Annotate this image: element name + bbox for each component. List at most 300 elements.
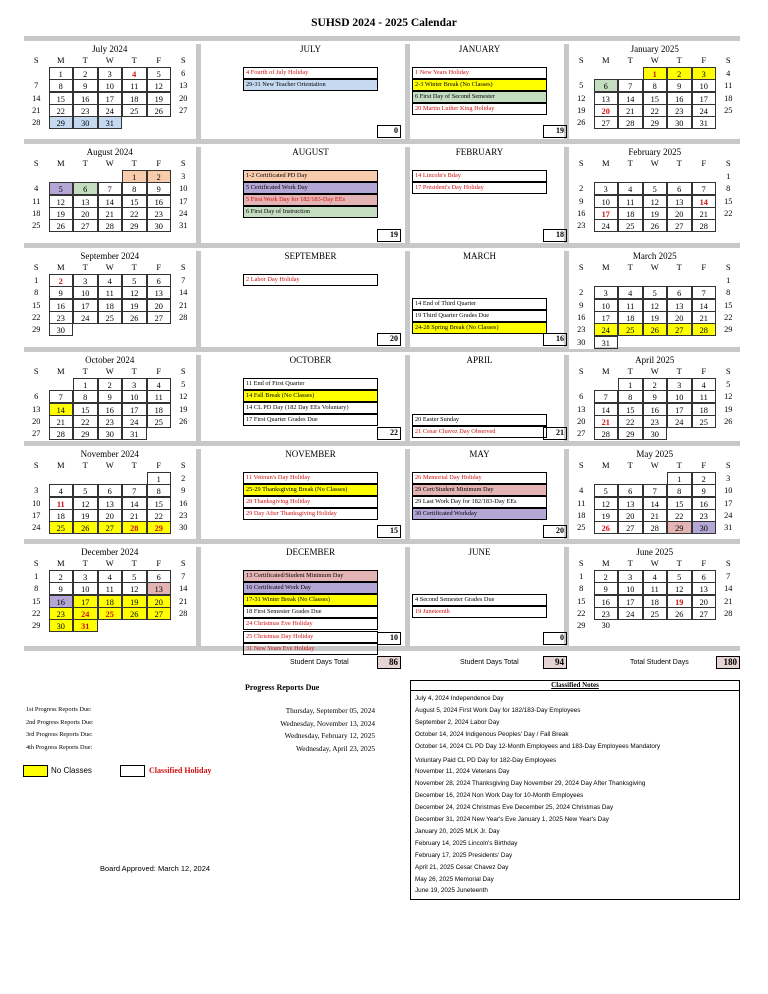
calendar-day-cell: 12: [171, 390, 196, 403]
day-of-week-label: M: [601, 55, 610, 65]
calendar-day-cell: 24: [122, 415, 147, 428]
section-bar: [24, 347, 740, 352]
calendar-day-cell: 5: [122, 274, 147, 287]
classified-note: August 5, 2024 First Work Day for 182/183-Day Employees: [415, 706, 581, 714]
calendar-day-cell: 21: [692, 207, 717, 220]
calendar-day-cell: 12: [643, 195, 668, 208]
mini-month-title: July 2024: [92, 44, 128, 54]
calendar-day-cell: 14: [24, 92, 49, 105]
calendar-day-cell: 16: [667, 92, 692, 105]
event-item: 13 Certificated/Student Minimum Day: [243, 570, 378, 582]
event-item: 4 Second Semester Grades Due: [412, 594, 547, 606]
calendar-day-cell: 23: [569, 219, 594, 232]
calendar-day-cell: 30: [171, 521, 196, 534]
calendar-day-cell: 19: [643, 207, 668, 220]
calendar-day-cell: 3: [171, 170, 196, 183]
classified-note: April 21, 2025 Cesar Chavez Day: [415, 863, 509, 871]
calendar-day-cell: 28: [171, 607, 196, 620]
calendar-day-cell: 29: [73, 427, 98, 440]
event-item: 26 Memorial Day Holiday: [412, 472, 547, 484]
day-of-week-label: T: [676, 158, 682, 168]
calendar-day-cell: 25: [618, 219, 643, 232]
calendar-day-cell: 28: [692, 219, 717, 232]
calendar-day-cell: 3: [716, 472, 741, 485]
calendar-day-cell: 13: [147, 582, 172, 595]
calendar-day-cell: 17: [618, 595, 643, 608]
mini-month-title: August 2024: [86, 147, 133, 157]
calendar-day-cell: 19: [643, 311, 668, 324]
calendar-day-cell: 11: [147, 390, 172, 403]
day-of-week-label: M: [56, 262, 65, 272]
mini-month-title: May 2025: [636, 449, 674, 459]
day-of-week-label: T: [676, 262, 682, 272]
day-of-week-label: F: [156, 558, 162, 568]
calendar-day-cell: 2: [667, 67, 692, 80]
page-title: SUHSD 2024 - 2025 Calendar: [311, 17, 457, 29]
calendar-day-cell: 1: [24, 274, 49, 287]
calendar-day-cell: 18: [643, 595, 668, 608]
event-month-heading: FEBRUARY: [455, 147, 504, 157]
calendar-day-cell: 26: [594, 521, 619, 534]
calendar-day-cell: 1: [643, 67, 668, 80]
calendar-day-cell: 26: [569, 116, 594, 129]
day-of-week-label: T: [131, 55, 137, 65]
mini-month-title: September 2024: [80, 251, 140, 261]
calendar-day-cell: 15: [667, 497, 692, 510]
event-item: 14 Fall Break (No Classes): [243, 390, 378, 402]
event-item: 25-29 Thanksgiving Break (No Classes): [243, 484, 378, 496]
classified-note: November 11, 2024 Veterans Day: [415, 768, 510, 776]
calendar-day-cell: 5: [716, 378, 741, 391]
calendar-day-cell: 2: [73, 67, 98, 80]
calendar-day-cell: 16: [171, 497, 196, 510]
day-of-week-label: W: [105, 262, 114, 272]
classified-note: February 14, 2025 Lincoln's Birthday: [415, 839, 518, 847]
calendar-day-cell: 2: [49, 570, 74, 583]
calendar-day-cell: 31: [171, 219, 196, 232]
calendar-day-cell: 22: [643, 104, 668, 117]
calendar-day-cell: 25: [716, 104, 741, 117]
day-of-week-label: S: [33, 558, 39, 568]
calendar-day-cell: 21: [594, 415, 619, 428]
event-item: 11 End of First Quarter: [243, 378, 378, 390]
day-of-week-label: T: [131, 366, 137, 376]
day-of-week-label: S: [578, 158, 584, 168]
student-days-count: 21: [543, 427, 567, 440]
calendar-day-cell: 20: [147, 595, 172, 608]
column-separator: [196, 44, 201, 139]
student-days-count: 19: [377, 229, 401, 242]
calendar-day-cell: 18: [24, 207, 49, 220]
calendar-day-cell: 22: [122, 207, 147, 220]
calendar-day-cell: 28: [618, 116, 643, 129]
calendar-day-cell: 1: [716, 170, 741, 183]
day-of-week-label: F: [701, 55, 707, 65]
calendar-day-cell: 11: [24, 195, 49, 208]
calendar-day-cell: 14: [692, 195, 717, 208]
calendar-day-cell: 17: [122, 403, 147, 416]
section-bar: [24, 243, 740, 248]
calendar-day-cell: 16: [594, 595, 619, 608]
calendar-day-cell: 6: [98, 484, 123, 497]
calendar-day-cell: 2: [98, 378, 123, 391]
calendar-day-cell: 14: [716, 582, 741, 595]
event-month-heading: MAY: [469, 449, 490, 459]
event-item: 24-28 Spring Break (No Classes): [412, 322, 547, 334]
calendar-day-cell: 20: [147, 299, 172, 312]
calendar-day-cell: 8: [716, 182, 741, 195]
calendar-day-cell: 27: [98, 521, 123, 534]
calendar-day-cell: 6: [594, 79, 619, 92]
column-separator: [405, 251, 410, 347]
calendar-day-cell: 18: [98, 299, 123, 312]
calendar-day-cell: 13: [667, 195, 692, 208]
calendar-day-cell: 14: [171, 582, 196, 595]
day-of-week-label: S: [33, 158, 39, 168]
calendar-day-cell: 2: [569, 182, 594, 195]
calendar-day-cell: 15: [49, 92, 74, 105]
calendar-day-cell: 11: [618, 299, 643, 312]
calendar-day-cell: 9: [49, 286, 74, 299]
day-of-week-label: S: [33, 366, 39, 376]
student-days-count: 0: [377, 125, 401, 138]
event-item: 2-3 Winter Break (No Classes): [412, 79, 547, 91]
calendar-day-cell: 8: [73, 390, 98, 403]
calendar-day-cell: 9: [569, 195, 594, 208]
calendar-day-cell: 24: [73, 311, 98, 324]
progress-date: Wednesday, April 23, 2025: [296, 743, 375, 753]
day-of-week-label: T: [82, 55, 88, 65]
event-month-heading: JULY: [299, 44, 322, 54]
section-bar: [24, 646, 740, 651]
calendar-day-cell: 21: [24, 104, 49, 117]
event-item: 4 Fourth of July Holiday: [243, 67, 378, 79]
calendar-day-cell: 19: [122, 299, 147, 312]
calendar-day-cell: 8: [147, 484, 172, 497]
calendar-day-cell: 13: [24, 403, 49, 416]
day-of-week-label: F: [156, 158, 162, 168]
calendar-day-cell: 23: [147, 207, 172, 220]
calendar-day-cell: 24: [667, 415, 692, 428]
calendar-day-cell: 7: [171, 570, 196, 583]
calendar-day-cell: 17: [98, 92, 123, 105]
event-month-heading: JANUARY: [458, 44, 501, 54]
calendar-day-cell: 7: [618, 79, 643, 92]
calendar-day-cell: 12: [643, 299, 668, 312]
calendar-day-cell: 31: [73, 619, 98, 632]
day-of-week-label: S: [725, 460, 731, 470]
calendar-day-cell: 11: [692, 390, 717, 403]
day-of-week-label: T: [131, 558, 137, 568]
day-of-week-label: T: [131, 158, 137, 168]
calendar-day-cell: 21: [98, 207, 123, 220]
calendar-day-cell: 15: [716, 299, 741, 312]
calendar-day-cell: 25: [98, 607, 123, 620]
day-of-week-label: M: [56, 366, 65, 376]
event-item: 19 Juneteenth: [412, 606, 547, 618]
calendar-day-cell: 6: [692, 570, 717, 583]
day-of-week-label: M: [601, 460, 610, 470]
calendar-day-cell: 10: [73, 582, 98, 595]
calendar-day-cell: 4: [24, 182, 49, 195]
calendar-day-cell: 5: [49, 182, 74, 195]
calendar-day-cell: 12: [594, 497, 619, 510]
calendar-day-cell: 29: [24, 619, 49, 632]
calendar-day-cell: 25: [49, 521, 74, 534]
calendar-day-cell: 13: [147, 286, 172, 299]
calendar-day-cell: 7: [692, 182, 717, 195]
calendar-day-cell: 25: [24, 219, 49, 232]
calendar-day-cell: 29: [716, 323, 741, 336]
classified-note: July 4, 2024 Independence Day: [415, 695, 504, 702]
column-separator: [405, 547, 410, 646]
progress-label: 4th Progress Reports Due:: [26, 743, 93, 751]
calendar-day-cell: 23: [73, 104, 98, 117]
calendar-day-cell: 2: [569, 286, 594, 299]
calendar-day-cell: 3: [692, 67, 717, 80]
calendar-day-cell: 16: [73, 92, 98, 105]
calendar-day-cell: 5: [171, 378, 196, 391]
day-of-week-label: T: [82, 558, 88, 568]
day-of-week-label: T: [627, 262, 633, 272]
day-of-week-label: T: [627, 460, 633, 470]
calendar-day-cell: 12: [73, 497, 98, 510]
calendar-day-cell: 20: [98, 509, 123, 522]
calendar-day-cell: 1: [24, 570, 49, 583]
event-item: 25 Christmas Day Holiday: [243, 631, 378, 643]
day-of-week-label: S: [725, 158, 731, 168]
calendar-day-cell: 30: [98, 427, 123, 440]
event-item: 1 New Years Holiday: [412, 67, 547, 79]
calendar-day-cell: 27: [594, 116, 619, 129]
day-of-week-label: S: [180, 366, 186, 376]
calendar-day-cell: 30: [73, 116, 98, 129]
calendar-day-cell: 23: [667, 104, 692, 117]
classified-note: February 17, 2025 Presidents' Day: [415, 851, 513, 859]
column-separator: [196, 449, 201, 539]
mini-month-title: February 2025: [628, 147, 682, 157]
event-item: 11 Veteran's Day Holiday: [243, 472, 378, 484]
calendar-day-cell: 9: [667, 79, 692, 92]
calendar-day-cell: 25: [692, 415, 717, 428]
calendar-day-cell: 7: [24, 79, 49, 92]
calendar-day-cell: 16: [147, 195, 172, 208]
calendar-day-cell: 9: [594, 582, 619, 595]
section-bar: [24, 441, 740, 446]
calendar-day-cell: 31: [692, 116, 717, 129]
calendar-day-cell: 14: [171, 286, 196, 299]
progress-label: 2nd Progress Reports Due:: [26, 718, 94, 726]
calendar-day-cell: 7: [98, 182, 123, 195]
column-separator: [196, 147, 201, 243]
day-of-week-label: T: [131, 262, 137, 272]
calendar-day-cell: 7: [692, 286, 717, 299]
column-separator: [405, 44, 410, 139]
calendar-day-cell: 1: [73, 378, 98, 391]
event-month-heading: AUGUST: [292, 147, 329, 157]
calendar-day-cell: 21: [122, 509, 147, 522]
calendar-day-cell: 22: [24, 311, 49, 324]
column-separator: [405, 355, 410, 441]
calendar-day-cell: 22: [73, 415, 98, 428]
column-separator: [196, 355, 201, 441]
calendar-day-cell: 30: [667, 116, 692, 129]
calendar-day-cell: 11: [643, 582, 668, 595]
progress-title: Progress Reports Due: [245, 683, 320, 692]
calendar-day-cell: 11: [122, 79, 147, 92]
calendar-day-cell: 11: [49, 497, 74, 510]
mini-month-title: April 2025: [635, 355, 675, 365]
student-days-count: 15: [377, 525, 401, 538]
calendar-day-cell: 10: [73, 286, 98, 299]
calendar-day-cell: 3: [594, 182, 619, 195]
classified-note: October 14, 2024 CL PD Day 12-Month Employees and 183-Day Employees Mandatory: [415, 742, 661, 750]
calendar-day-cell: 28: [643, 521, 668, 534]
calendar-day-cell: 14: [49, 403, 74, 416]
day-of-week-label: W: [105, 366, 114, 376]
calendar-day-cell: 4: [122, 67, 147, 80]
calendar-day-cell: 14: [618, 92, 643, 105]
student-days-total-value: 94: [543, 656, 567, 669]
day-of-week-label: W: [650, 262, 659, 272]
calendar-day-cell: 26: [667, 607, 692, 620]
calendar-day-cell: 23: [171, 509, 196, 522]
calendar-day-cell: 2: [643, 378, 668, 391]
calendar-day-cell: 2: [692, 472, 717, 485]
calendar-day-cell: 11: [98, 582, 123, 595]
calendar-day-cell: 14: [98, 195, 123, 208]
calendar-day-cell: 19: [569, 104, 594, 117]
day-of-week-label: W: [105, 460, 114, 470]
calendar-day-cell: 17: [594, 311, 619, 324]
calendar-day-cell: 20: [667, 207, 692, 220]
calendar-day-cell: 26: [643, 323, 668, 336]
day-of-week-label: T: [627, 158, 633, 168]
calendar-day-cell: 21: [171, 595, 196, 608]
calendar-day-cell: 2: [171, 472, 196, 485]
day-of-week-label: S: [180, 262, 186, 272]
calendar-day-cell: 5: [147, 67, 172, 80]
calendar-day-cell: 27: [667, 219, 692, 232]
day-of-week-label: S: [725, 558, 731, 568]
calendar-day-cell: 27: [147, 311, 172, 324]
day-of-week-label: T: [627, 366, 633, 376]
event-item: 29 Cert/Student Minimum Day: [412, 484, 547, 496]
column-separator: [196, 547, 201, 646]
calendar-day-cell: 12: [147, 79, 172, 92]
student-days-total-value: 86: [377, 656, 401, 669]
calendar-day-cell: 15: [24, 595, 49, 608]
event-month-heading: OCTOBER: [289, 355, 332, 365]
day-of-week-label: T: [627, 55, 633, 65]
calendar-day-cell: 8: [49, 79, 74, 92]
calendar-day-cell: 29: [24, 323, 49, 336]
calendar-day-cell: 9: [49, 582, 74, 595]
calendar-day-cell: 25: [122, 104, 147, 117]
calendar-day-cell: 21: [618, 104, 643, 117]
calendar-day-cell: 5: [73, 484, 98, 497]
calendar-day-cell: 24: [98, 104, 123, 117]
calendar-day-cell: 3: [122, 378, 147, 391]
calendar-day-cell: 16: [569, 207, 594, 220]
day-of-week-label: M: [56, 158, 65, 168]
calendar-day-cell: 18: [692, 403, 717, 416]
calendar-day-cell: 16: [98, 403, 123, 416]
day-of-week-label: W: [650, 460, 659, 470]
event-item: 14 CL PD Day (182 Day EEs Voluntary): [243, 402, 378, 414]
student-days-total-label: Student Days Total: [290, 659, 349, 666]
calendar-day-cell: 10: [618, 582, 643, 595]
mini-month-title: December 2024: [81, 547, 139, 557]
day-of-week-label: T: [82, 262, 88, 272]
calendar-day-cell: 14: [594, 403, 619, 416]
calendar-day-cell: 27: [569, 427, 594, 440]
day-of-week-label: T: [131, 460, 137, 470]
calendar-day-cell: 28: [122, 521, 147, 534]
day-of-week-label: M: [601, 262, 610, 272]
calendar-day-cell: 8: [618, 390, 643, 403]
calendar-day-cell: 9: [98, 390, 123, 403]
calendar-day-cell: 2: [147, 170, 172, 183]
calendar-day-cell: 28: [716, 607, 741, 620]
calendar-day-cell: 21: [643, 509, 668, 522]
calendar-day-cell: 29: [569, 619, 594, 632]
day-of-week-label: W: [105, 558, 114, 568]
event-item: 24 Christmas Eve Holiday: [243, 618, 378, 630]
calendar-day-cell: 10: [594, 195, 619, 208]
day-of-week-label: M: [56, 460, 65, 470]
calendar-day-cell: 10: [716, 484, 741, 497]
calendar-day-cell: 18: [618, 311, 643, 324]
day-of-week-label: W: [105, 158, 114, 168]
calendar-day-cell: 30: [49, 323, 74, 336]
calendar-day-cell: 25: [618, 323, 643, 336]
calendar-day-cell: 7: [716, 570, 741, 583]
section-bar: [24, 539, 740, 544]
calendar-day-cell: 11: [618, 195, 643, 208]
calendar-day-cell: 13: [98, 497, 123, 510]
event-item: 6 First Day of Second Semester: [412, 91, 547, 103]
calendar-day-cell: 5: [643, 182, 668, 195]
calendar-day-cell: 10: [122, 390, 147, 403]
calendar-day-cell: 7: [594, 390, 619, 403]
calendar-day-cell: 19: [122, 595, 147, 608]
progress-date: Wednesday, November 13, 2024: [280, 718, 375, 728]
calendar-day-cell: 15: [716, 195, 741, 208]
calendar-day-cell: 19: [171, 403, 196, 416]
event-item: 29 Day After Thanksgiving Holiday: [243, 508, 378, 520]
calendar-day-cell: 30: [601, 621, 610, 631]
calendar-day-cell: 24: [594, 323, 619, 336]
calendar-day-cell: 5: [594, 484, 619, 497]
calendar-day-cell: 13: [171, 79, 196, 92]
calendar-day-cell: 13: [618, 497, 643, 510]
calendar-day-cell: 2: [594, 570, 619, 583]
board-approved: Board Approved: March 12, 2024: [100, 864, 211, 873]
progress-label: 1st Progress Reports Due:: [26, 706, 92, 713]
calendar-day-cell: 3: [73, 570, 98, 583]
day-of-week-label: T: [676, 558, 682, 568]
calendar-day-cell: 15: [73, 403, 98, 416]
calendar-day-cell: 4: [569, 484, 594, 497]
calendar-day-cell: 22: [147, 509, 172, 522]
event-item: 2 Labor Day Holiday: [243, 274, 378, 286]
calendar-day-cell: 29: [618, 427, 643, 440]
day-of-week-label: W: [650, 158, 659, 168]
day-of-week-label: F: [701, 460, 707, 470]
calendar-day-cell: 27: [24, 427, 49, 440]
calendar-day-cell: 23: [569, 323, 594, 336]
